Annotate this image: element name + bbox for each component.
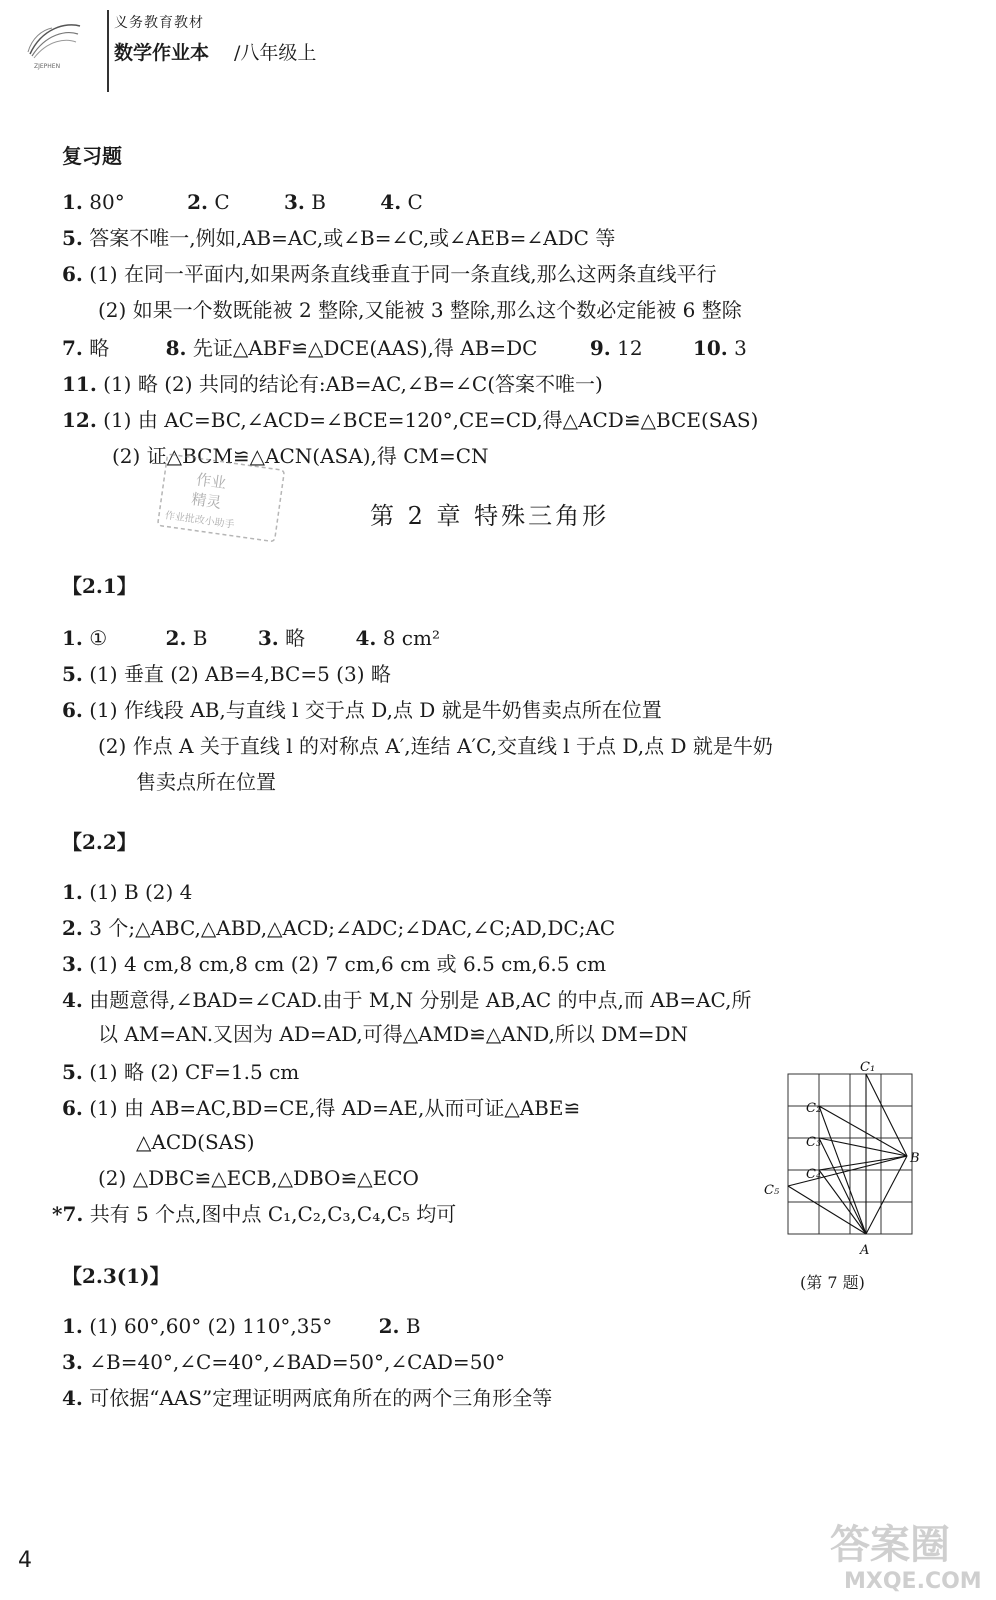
answer-line: 4. 可依据“AAS”定理证明两底角所在的两个三角形全等 (62, 1386, 553, 1410)
answer-line: 6. (1) 作线段 AB,与直线 l 交于点 D,点 D 就是牛奶售卖点所在位置 (62, 698, 662, 722)
answer-line: 12. (1) 由 AC=BC,∠ACD=∠BCE=120°,CE=CD,得△ACD≌△BCE(SAS) (62, 408, 759, 432)
answer-line: 1. ① 2. B 3. 略 4. 8 cm² (62, 626, 440, 650)
answer-line: (2) 证△BCM≌△ACN(ASA),得 CM=CN (112, 444, 489, 468)
watermark-text: 答案圈 (830, 1522, 950, 1568)
answer-line: 1. (1) B (2) 4 (62, 880, 193, 904)
answer-line: 1. 80° 2. C 3. B 4. C (62, 190, 423, 214)
answer-line: 售卖点所在位置 (136, 770, 276, 794)
svg-text:ZJEPHEN: ZJEPHEN (34, 63, 61, 70)
figure-label: C₄ (806, 1167, 822, 1182)
stamp-text: 精灵 (190, 489, 223, 512)
grid-triangle-figure (762, 1060, 952, 1260)
answer-line: 3. ∠B=40°,∠C=40°,∠BAD=50°,∠CAD=50° (62, 1350, 506, 1374)
watermark-text: MXQE.COM (844, 1569, 982, 1594)
answer-line: 2. 3 个;△ABC,△ABD,△ACD;∠ADC;∠DAC,∠C;AD,DC;AC (62, 916, 616, 940)
header-divider (107, 10, 109, 92)
answer-line: 1. (1) 60°,60° (2) 110°,35° 2. B (62, 1314, 421, 1338)
chapter-title: 第 2 章 特殊三角形 (370, 502, 610, 530)
page-header (22, 8, 342, 88)
section-heading-review: 复习题 (62, 144, 122, 168)
figure-caption: (第 7 题) (800, 1273, 865, 1292)
answer-line: 6. (1) 由 AB=AC,BD=CE,得 AD=AE,从而可证△ABE≌ (62, 1096, 581, 1120)
answer-line: 6. (1) 在同一平面内,如果两条直线垂直于同一条直线,那么这两条直线平行 (62, 262, 717, 286)
figure-label: A (860, 1243, 870, 1258)
answer-line: (2) 作点 A 关于直线 l 的对称点 A′,连结 A′C,交直线 l 于点 D,点 D 就是牛奶 (98, 734, 773, 758)
answer-line: (2) △DBC≌△ECB,△DBO≌△ECO (98, 1166, 419, 1190)
answer-line: 以 AM=AN.又因为 AD=AD,可得△AMD≌△AND,所以 DM=DN (98, 1022, 689, 1046)
answer-line: △ACD(SAS) (136, 1130, 255, 1154)
homework-stamp-logo (152, 452, 292, 544)
answer-line: (2) 如果一个数既能被 2 整除,又能被 3 整除,那么这个数必定能被 6 整除 (98, 298, 742, 322)
figure-label: C₃ (806, 1135, 822, 1150)
series-name: 义务教育教材 (114, 15, 204, 31)
stamp-text: 作业 (195, 470, 228, 493)
answer-line: 3. (1) 4 cm,8 cm,8 cm (2) 7 cm,6 cm 或 6.5 cm,6.5 cm (62, 952, 607, 976)
figure-label: C₅ (764, 1183, 780, 1198)
book-title: 数学作业本 (114, 42, 210, 64)
section-heading-2-2: 【2.2】 (62, 830, 137, 854)
section-heading-2-3-1: 【2.3(1)】 (62, 1264, 170, 1288)
answer-line: 5. (1) 略 (2) CF=1.5 cm (62, 1060, 300, 1084)
answer-line: 5. 答案不唯一,例如,AB=AC,或∠B=∠C,或∠AEB=∠ADC 等 (62, 226, 616, 250)
book-grade: /八年级上 (234, 42, 317, 64)
section-heading-2-1: 【2.1】 (62, 574, 137, 598)
answer-line: *7. 共有 5 个点,图中点 C₁,C₂,C₃,C₄,C₅ 均可 (52, 1202, 457, 1226)
stamp-text: 作业批改小助手 (164, 510, 236, 531)
figure-label: C₂ (806, 1101, 822, 1116)
answer-line: 7. 略 8. 先证△ABF≌△DCE(AAS),得 AB=DC 9. 12 10. 3 (62, 336, 747, 360)
answer-line: 5. (1) 垂直 (2) AB=4,BC=5 (3) 略 (62, 662, 391, 686)
figure-label: C₁ (860, 1060, 876, 1075)
page-number: 4 (18, 1548, 32, 1573)
figure-label: B (910, 1151, 920, 1166)
answer-line: 11. (1) 略 (2) 共同的结论有:AB=AC,∠B=∠C(答案不唯一) (62, 372, 603, 396)
publisher-logo-icon (22, 18, 84, 70)
answer-line: 4. 由题意得,∠BAD=∠CAD.由于 M,N 分别是 AB,AC 的中点,而 AB=AC,所 (62, 988, 752, 1012)
site-watermark-logo (822, 1508, 982, 1596)
